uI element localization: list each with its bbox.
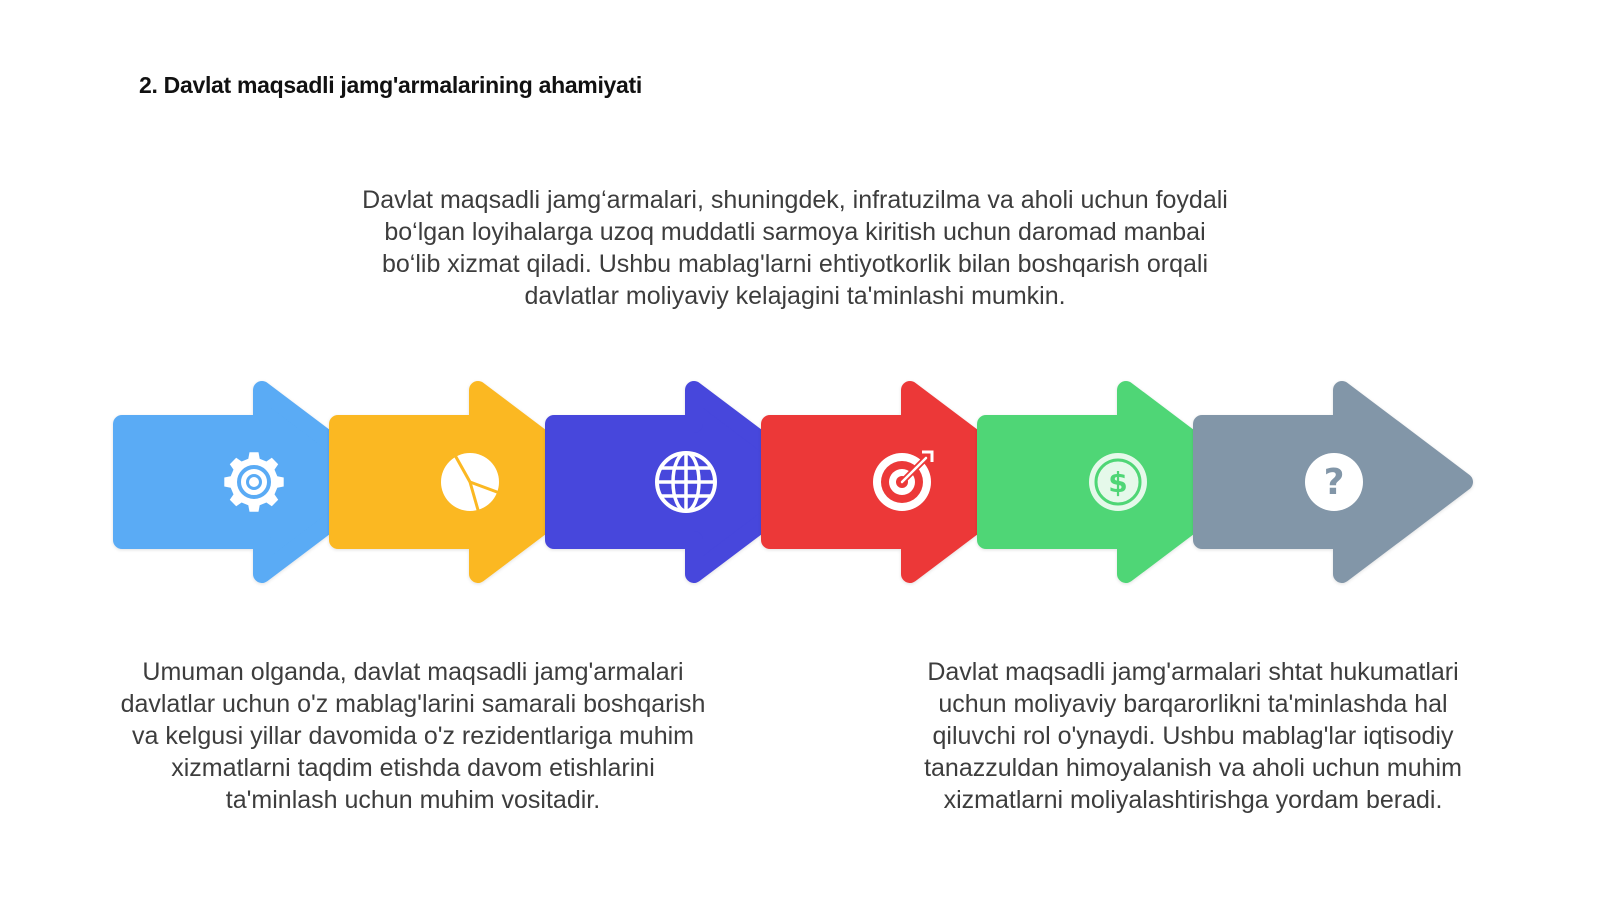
svg-text:?: ? bbox=[1323, 462, 1345, 503]
arrow-step-6 bbox=[1202, 390, 1464, 574]
svg-text:$: $ bbox=[1108, 466, 1128, 499]
stability-paragraph: Davlat maqsadli jamg'armalari shtat hukumatlari uchun moliyaviy barqarorlikni ta'minlashda hal qiluvchi rol o'ynaydi. Ushbu mablag'lar iqtisodiy tanazzuldan himoyalanish va aholi uchun muhim xizmatlarni moliyalashtirishga yordam beradi. bbox=[924, 658, 1462, 814]
globe-icon bbox=[657, 453, 715, 511]
gear-icon bbox=[224, 452, 283, 511]
page-title: 2. Davlat maqsadli jamg'armalarining ahamiyati bbox=[139, 72, 642, 98]
question-icon bbox=[1305, 453, 1363, 511]
dollar-coin-icon bbox=[1089, 453, 1147, 511]
summary-paragraph: Umuman olganda, davlat maqsadli jamg'armalari davlatlar uchun o'z mablag'larini samarali boshqarish va kelgusi yillar davomida o'z rezidentlariga muhim xizmatlarni taqdim etishda davom etishlarini ta'minlash uchun muhim vositadir. bbox=[120, 658, 706, 814]
pie-chart-icon bbox=[441, 453, 499, 511]
intro-paragraph: Davlat maqsadli jamg‘armalari, shuningdek, infratuzilma va aholi uchun foydali bo‘lgan loyihalarga uzoq muddatli sarmoya kiritish uchun daromad manbai bo‘lib xizmat qiladi. Ushbu mablag'larni ehtiyotkorlik bilan boshqarish orqali davlatlar moliyaviy kelajagini ta'minlashi mumkin. bbox=[362, 186, 1228, 310]
